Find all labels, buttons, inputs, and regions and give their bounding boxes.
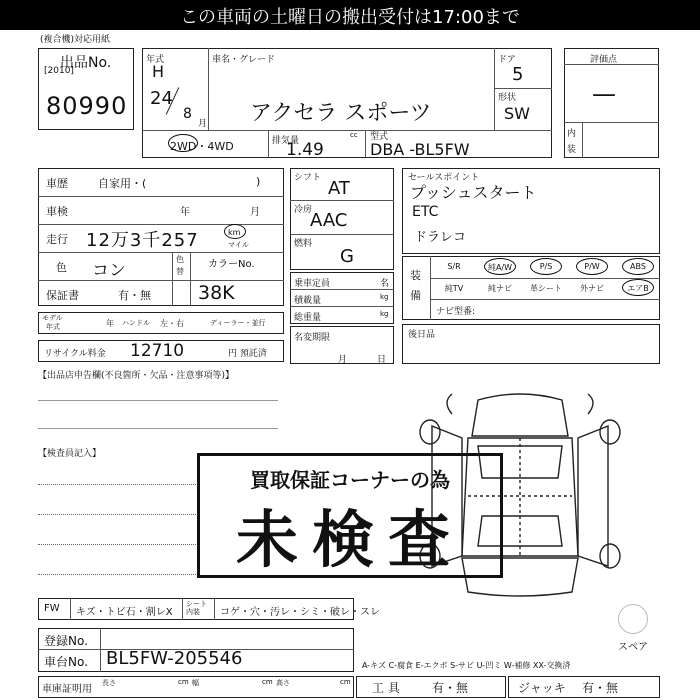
equipment-label: 装備	[410, 269, 421, 302]
model-value: DBA -BL5FW	[370, 140, 470, 159]
chassis-value: BL5FW-205546	[106, 648, 243, 669]
inspection-label: 車検	[46, 205, 68, 218]
spare-label: スペア	[618, 642, 648, 653]
rating-value: —	[592, 80, 616, 108]
fuel-value: G	[340, 246, 354, 267]
mileage-km: km	[228, 228, 241, 237]
banner-text: この車両の土曜日の搬出受付は17:00まで	[180, 7, 520, 28]
after-label: 後日品	[408, 330, 436, 340]
damage-legend: A-キズ C-腐食 E-エクボ S-サビ U-凹ミ W-補修 XX-交換済	[362, 661, 571, 670]
capacity-unit: 名	[380, 279, 390, 289]
model-year-label-1: モデル	[42, 314, 63, 322]
model-year-unit: 年	[106, 319, 114, 328]
name-label: 車名・グレード	[212, 55, 276, 65]
name-change-unit: 月日	[338, 355, 417, 365]
mileage-label: 走行	[46, 233, 68, 246]
color-change-2: 替	[176, 267, 184, 276]
history-value: 自家用・(	[98, 177, 147, 190]
jack-value: 有・無	[582, 681, 619, 695]
sales-line-3: ドラレコ	[414, 230, 467, 245]
warranty-value: 有・無	[118, 289, 151, 302]
lot-year-stamp: [2010]	[44, 66, 74, 76]
color-change-1: 色	[176, 255, 184, 264]
ac-value: AAC	[310, 210, 348, 231]
color-no-label: カラーNo.	[208, 259, 255, 270]
shift-value: AT	[328, 178, 350, 199]
after-box	[402, 324, 660, 364]
color-value: コン	[92, 261, 126, 281]
jack-label: ジャッキ	[518, 681, 566, 695]
month-unit: 月	[198, 119, 208, 129]
displacement-value: 1.49	[286, 140, 324, 160]
width-label: 幅	[192, 679, 199, 687]
displacement-unit: cc	[350, 131, 358, 139]
history-label: 車歴	[46, 177, 68, 190]
cert-label: 車庫証明用	[42, 684, 92, 695]
fw-items: キズ・トビ石・割レX	[76, 607, 173, 618]
equipment-item: ABS	[630, 262, 646, 271]
reg-label: 登録No.	[44, 634, 88, 648]
interior-label-2: 装	[567, 145, 577, 155]
door-value: 5	[512, 64, 524, 85]
navi-label: ナビ型番:	[436, 307, 476, 317]
color-no-value: 38K	[198, 282, 235, 304]
car-name: アクセラ スポーツ	[250, 101, 432, 126]
shape-value: SW	[504, 104, 530, 123]
sales-line-1: プッシュスタート	[410, 183, 537, 202]
equipment-item: 純ナビ	[488, 284, 512, 293]
fw-label: FW	[44, 603, 60, 614]
tools-value: 有・無	[432, 681, 469, 695]
equipment-item: P/S	[539, 262, 553, 271]
height-label: 高さ	[276, 679, 290, 687]
name-change-label: 名変期限	[294, 333, 331, 343]
height-unit: cm	[340, 678, 351, 686]
ac-label: 冷房	[294, 205, 313, 215]
warranty-label: 保証書	[46, 289, 79, 302]
seat-label: シート内装	[186, 600, 207, 616]
inspection-year: 年	[180, 207, 190, 218]
load-unit: kg	[380, 293, 389, 301]
capacity-label: 乗車定員	[294, 279, 331, 289]
spare-circle	[618, 604, 648, 634]
shift-label: シフト	[294, 173, 322, 183]
drive-circle	[168, 134, 198, 152]
lot-label: 出品No.	[60, 55, 112, 71]
gross-unit: kg	[380, 310, 389, 318]
interior-label-1: 内	[567, 129, 577, 139]
km-circle	[224, 224, 246, 239]
equipment-item: S/R	[447, 262, 461, 271]
model-year-label-2: 年式	[46, 323, 60, 331]
year-value: 24	[150, 88, 173, 109]
form-note: (複合機)対応用紙	[40, 35, 111, 45]
length-unit: cm	[178, 678, 189, 686]
equipment-circle	[530, 258, 562, 275]
stamp-body: 未検査	[235, 503, 464, 576]
mileage-mile: マイル	[228, 241, 249, 249]
equipment-item: 革シート	[530, 284, 562, 293]
seller-note: 【出品店申告欄(不良箇所・欠品・注意事項等)】	[38, 371, 235, 381]
width-unit: cm	[262, 678, 273, 686]
door-label: ドア	[498, 55, 516, 65]
mileage-value: 12万3千257	[86, 230, 199, 251]
fuel-label: 燃料	[294, 239, 313, 249]
recycle-label: リサイクル料金	[44, 349, 106, 359]
dealer-label: ディーラー・並行	[210, 319, 266, 327]
equipment-circle	[484, 258, 516, 275]
inspection-month: 月	[250, 207, 260, 218]
drive-option: 2WD・4WD	[170, 140, 234, 153]
shape-label: 形状	[498, 93, 517, 103]
month-value: 8	[183, 106, 192, 122]
handle-label: ハンドル	[122, 319, 150, 327]
equipment-item: 純A/W	[487, 263, 513, 272]
handle-value: 左・右	[160, 319, 184, 328]
year-label: 年式	[146, 55, 165, 65]
history-close: )	[256, 175, 261, 188]
recycle-unit: 円 預託済	[228, 349, 267, 359]
rating-label: 評価点	[590, 55, 618, 65]
sales-label: セールスポイント	[408, 173, 480, 183]
equipment-circle	[576, 258, 608, 275]
chassis-label: 車台No.	[44, 655, 88, 669]
equipment-item: 純TV	[444, 284, 464, 293]
gross-label: 総重量	[294, 313, 322, 323]
color-label: 色	[56, 261, 67, 274]
equipment-item: エアB	[627, 284, 649, 293]
equipment-item: 外ナビ	[580, 284, 604, 293]
inspector-label: 【検査員記入】	[38, 449, 102, 459]
load-label: 積載量	[294, 296, 322, 306]
equipment-circle	[622, 279, 654, 296]
year-era: H	[152, 62, 165, 81]
equipment-circle	[622, 258, 654, 275]
displacement-label: 排気量	[272, 136, 300, 146]
model-label: 型式	[370, 132, 389, 142]
stamp-title: 買取保証コーナーの為	[250, 468, 450, 492]
tools-label: 工 具	[372, 681, 400, 695]
recycle-value: 12710	[130, 341, 185, 361]
seat-items: コゲ・穴・汚レ・シミ・破レ・スレ	[220, 607, 380, 618]
lot-number: 80990	[46, 92, 128, 120]
equipment-item: P/W	[584, 262, 600, 271]
length-label: 長さ	[102, 679, 116, 687]
sales-line-2: ETC	[412, 204, 439, 220]
